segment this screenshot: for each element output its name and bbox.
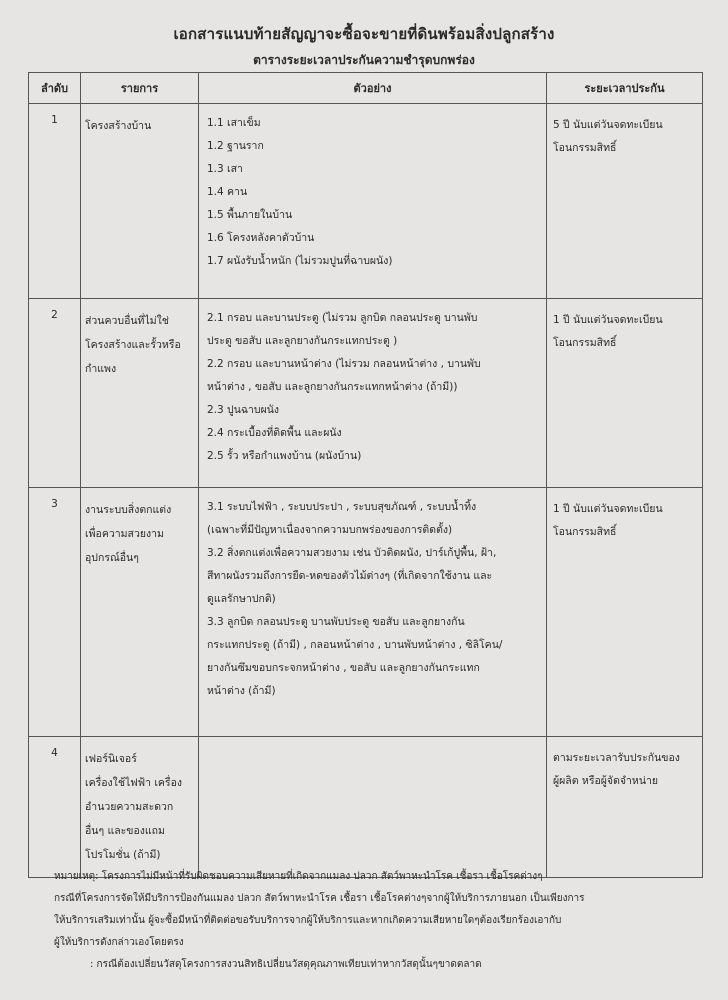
row-number: 3 (29, 488, 81, 737)
period-line: 5 ปี นับแต่วันจดทะเบียน (553, 119, 663, 131)
row-item (81, 299, 199, 488)
table-caption: ตารางระยะเวลาประกันความชำรุดบกพร่อง (253, 53, 475, 67)
row-number: 1 (29, 104, 81, 299)
header-example: ตัวอย่าง (199, 73, 547, 104)
row-item (81, 104, 199, 299)
footnote-line: กรณีที่โครงการจัดให้มีบริการป้องกันแมลง ปลวก สัตว์พาหะนำโรค เชื้อรา เชื้อโรคต่างๆจากผู้ให้บริการภายนอก เป็นเพียงการ (54, 893, 585, 904)
example-line: 3.2 สิ่งตกแต่งเพื่อความสวยงาม เช่น บัวติดผนัง, ปาร์เก้ปูพื้น, ฝ้า, (207, 547, 497, 559)
table-row (29, 104, 703, 299)
item-line: อำนวยความสะดวก (85, 801, 174, 813)
example-line: ดูแลรักษาปกติ) (207, 593, 276, 605)
footnote-line: ผู้ให้บริการดังกล่าวเองโดยตรง (54, 937, 184, 948)
item-line: งานระบบสิ่งตกแต่ง (85, 504, 172, 516)
item-line: โครงสร้างบ้าน (85, 120, 152, 132)
period-line: 1 ปี นับแต่วันจดทะเบียน (553, 503, 663, 515)
row-example (199, 488, 547, 737)
example-line: 1.2 ฐานราก (207, 140, 264, 152)
header-no: ลำดับ (29, 73, 81, 104)
example-line: กระแทกประตู (ถ้ามี) , กลอนหน้าต่าง , บานพับหน้าต่าง , ซิลิโคน/ (207, 639, 503, 651)
example-line: 2.4 กระเบื้องที่ติดพื้น และผนัง (207, 427, 342, 439)
warranty-table (28, 72, 703, 878)
period-line: โอนกรรมสิทธิ์ (553, 142, 617, 154)
example-line: 2.1 กรอบ และบานประตู (ไม่รวม ลูกบิด กลอนประตู บานพับ (207, 312, 478, 324)
example-line: 3.3 ลูกบิด กลอนประตู บานพับประตู ขอสับ และลูกยางกัน (207, 616, 465, 628)
example-line: 1.7 ผนังรับน้ำหนัก (ไม่รวมปูนที่ฉาบผนัง) (207, 255, 393, 267)
header-item: รายการ (81, 73, 199, 104)
example-line: 2.2 กรอบ และบานหน้าต่าง (ไม่รวม กลอนหน้าต่าง , บานพับ (207, 358, 481, 370)
row-period (547, 104, 703, 299)
row-item (81, 488, 199, 737)
item-line: เครื่องใช้ไฟฟ้า เครื่อง (85, 777, 183, 789)
document-title: เอกสารแนบท้ายสัญญาจะซื้อจะขายที่ดินพร้อมสิ่งปลูกสร้าง (173, 25, 555, 43)
footnote-line: : กรณีต้องเปลี่ยนวัสดุโครงการสงวนสิทธิเปลี่ยนวัสดุคุณภาพเทียบเท่าหากวัสดุนั้นๆขาดตลาด (90, 959, 482, 970)
example-line: 2.5 รั้ว หรือกำแพงบ้าน (ผนังบ้าน) (207, 450, 362, 462)
item-line: ส่วนควบอื่นที่ไม่ใช่ (85, 315, 169, 327)
row-number: 2 (29, 299, 81, 488)
row-example (199, 737, 547, 878)
period-line: ผู้ผลิต หรือผู้จัดจำหน่าย (553, 775, 659, 787)
footnote (54, 866, 694, 976)
item-line: อื่นๆ และของแถม (85, 825, 165, 837)
example-line: 2.3 ปูนฉาบผนัง (207, 404, 280, 416)
row-item (81, 737, 199, 878)
example-line: หน้าต่าง (ถ้ามี) (207, 685, 276, 697)
example-line: 1.6 โครงหลังคาตัวบ้าน (207, 232, 315, 244)
row-number: 4 (29, 737, 81, 878)
footnote-line: หมายเหตุ: โครงการไม่มีหน้าที่รับผิดชอบความเสียหายที่เกิดจากแมลง ปลวก สัตว์พาหะนำโรค เชื้อรา เชื้อโรคต่างๆ (54, 871, 543, 882)
example-line: (เฉพาะที่มีปัญหาเนื่องจากความบกพร่องของการติดตั้ง) (207, 524, 453, 536)
item-line: โครงสร้างและรั้วหรือ (85, 339, 181, 351)
header-period: ระยะเวลาประกัน (547, 73, 703, 104)
item-line: กำแพง (85, 363, 117, 375)
table-row (29, 737, 703, 878)
period-line: โอนกรรมสิทธิ์ (553, 337, 617, 349)
row-period (547, 488, 703, 737)
example-line: สีทาผนังรวมถึงการยืด-หดของตัวไม้ต่างๆ (ที่เกิดจากใช้งาน และ (207, 570, 493, 582)
item-line: เฟอร์นิเจอร์ (85, 753, 137, 765)
footnote-line: ให้บริการเสริมเท่านั้น ผู้จะซื้อมีหน้าที่ติดต่อขอรับบริการจากผู้ให้บริการและหากเกิดความเสียหายใดๆต้องเรียกร้องเอากับ (54, 915, 562, 926)
row-example (199, 299, 547, 488)
example-line: 1.5 พื้นภายในบ้าน (207, 209, 293, 221)
example-line: 3.1 ระบบไฟฟ้า , ระบบประปา , ระบบสุขภัณฑ์ , ระบบน้ำทิ้ง (207, 501, 477, 513)
item-line: เพื่อความสวยงาม (85, 528, 164, 540)
example-line: 1.4 คาน (207, 186, 248, 198)
item-line: โปรโมชั่น (ถ้ามี) (85, 849, 161, 861)
period-line: 1 ปี นับแต่วันจดทะเบียน (553, 314, 663, 326)
example-line: ประตู ขอสับ และลูกยางกันกระแทกประตู ) (207, 335, 398, 347)
table-header-row (29, 73, 703, 104)
table-row (29, 299, 703, 488)
table-row (29, 488, 703, 737)
example-line: 1.1 เสาเข็ม (207, 117, 261, 129)
period-line: ตามระยะเวลารับประกันของ (553, 752, 680, 764)
row-period (547, 299, 703, 488)
example-line: ยางกันซึมขอบกระจกหน้าต่าง , ขอสับ และลูกยางกันกระแทก (207, 662, 480, 674)
row-period (547, 737, 703, 878)
period-line: โอนกรรมสิทธิ์ (553, 526, 617, 538)
row-example (199, 104, 547, 299)
item-line: อุปกรณ์อื่นๆ (85, 552, 139, 564)
example-line: หน้าต่าง , ขอสับ และลูกยางกันกระแทกหน้าต่าง (ถ้ามี)) (207, 381, 458, 393)
example-line: 1.3 เสา (207, 163, 243, 175)
